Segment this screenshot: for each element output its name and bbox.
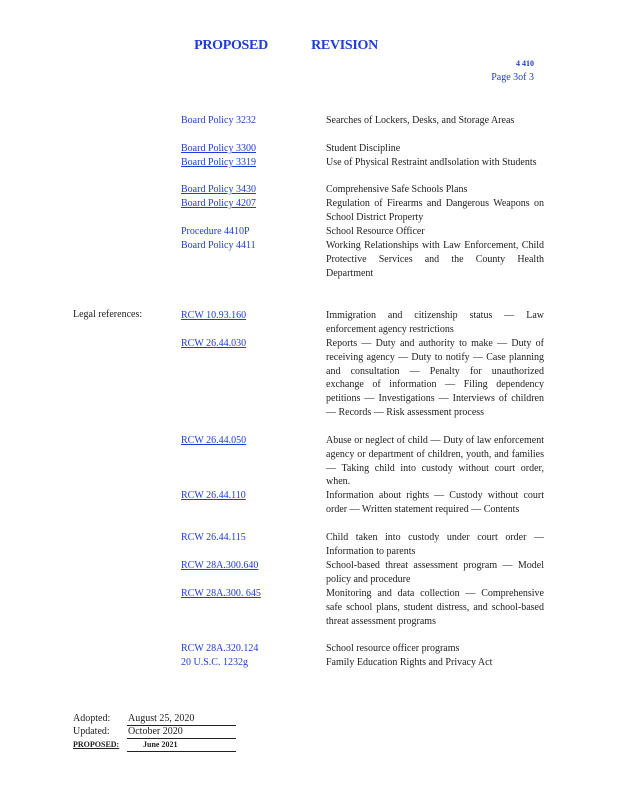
- legal-reference-title: Child taken into custody under court order — Information to parents: [326, 532, 544, 557]
- legal-reference-title: Immigration and citizenship status — Law enforcement agency restrictions: [326, 310, 544, 335]
- legal-reference-title: Family Education Rights and Privacy Act: [326, 657, 493, 668]
- legal-reference-link[interactable]: 20 U.S.C. 1232g: [181, 657, 248, 668]
- cross-reference-link[interactable]: Board Policy 3430: [181, 184, 256, 195]
- legal-reference-link[interactable]: RCW 28A.300.640: [181, 560, 259, 571]
- cross-reference-title: Regulation of Firearms and Dangerous Weapons on School District Property: [326, 198, 544, 223]
- title-word-proposed: PROPOSED: [194, 38, 268, 53]
- legal-reference-title: School-based threat assessment program — Model policy and procedure: [326, 560, 544, 585]
- legal-references-label: Legal references:: [73, 309, 143, 320]
- legal-reference-link[interactable]: RCW 28A.320.124: [181, 643, 259, 654]
- legal-reference-link[interactable]: RCW 10.93.160: [181, 310, 247, 321]
- title-word-revision: REVISION: [311, 38, 378, 53]
- cross-reference-title: School Resource Officer: [326, 226, 425, 237]
- legal-reference-link[interactable]: RCW 28A.300. 645: [181, 588, 261, 599]
- cross-reference-link[interactable]: Board Policy 3232: [181, 115, 256, 126]
- cross-reference-title: Searches of Lockers, Desks, and Storage Areas: [326, 115, 515, 126]
- cross-reference-link[interactable]: Procedure 4410P: [181, 226, 250, 237]
- legal-reference-title: Reports — Duty and authority to make — Duty of receiving agency — Duty to notify — Case planning and consultation — Penalty for unauthorized exchange of information — Filing dependency petitions — Investigations — Interviews of children — Records — Risk assessment process: [326, 338, 544, 418]
- document-title: [0, 38, 618, 54]
- cross-reference-title: Working Relationships with Law Enforcement, Child Protective Services and the County Health Department: [326, 240, 544, 279]
- legal-reference-title: Abuse or neglect of child — Duty of law enforcement agency or department of children, youth, and families — Taking child into custody without court order, when.: [326, 435, 544, 488]
- updated-label: Updated:: [73, 726, 110, 737]
- proposed-label: PROPOSED:: [73, 740, 120, 749]
- cross-reference-link[interactable]: Board Policy 4411: [181, 240, 256, 251]
- legal-reference-link[interactable]: RCW 26.44.030: [181, 338, 247, 349]
- legal-reference-link[interactable]: RCW 26.44.110: [181, 490, 246, 501]
- cross-reference-link[interactable]: Board Policy 3300: [181, 143, 256, 154]
- cross-reference-title: Comprehensive Safe Schools Plans: [326, 184, 468, 195]
- adopted-date: August 25, 2020: [127, 712, 236, 726]
- page-number: Page 3of 3: [491, 72, 534, 83]
- cross-reference-title: Student Discipline: [326, 143, 401, 154]
- legal-reference-title: Monitoring and data collection — Comprehensive safe school plans, student distress, and school-based threat assessment programs: [326, 588, 544, 627]
- cross-reference-link[interactable]: Board Policy 3319: [181, 157, 256, 168]
- legal-reference-title: School resource officer programs: [326, 643, 460, 654]
- proposed-date: June 2021: [127, 738, 236, 752]
- legal-reference-link[interactable]: RCW 26.44.115: [181, 532, 246, 543]
- cross-reference-title: Use of Physical Restraint andIsolation with Students: [326, 157, 537, 168]
- legal-reference-title: Information about rights — Custody without court order — Written statement required — Contents: [326, 490, 544, 515]
- cross-reference-link[interactable]: Board Policy 4207: [181, 198, 256, 209]
- legal-reference-link[interactable]: RCW 26.44.050: [181, 435, 247, 446]
- adopted-label: Adopted:: [73, 713, 111, 724]
- policy-number: 4 410: [516, 59, 534, 68]
- updated-date: October 2020: [127, 725, 236, 739]
